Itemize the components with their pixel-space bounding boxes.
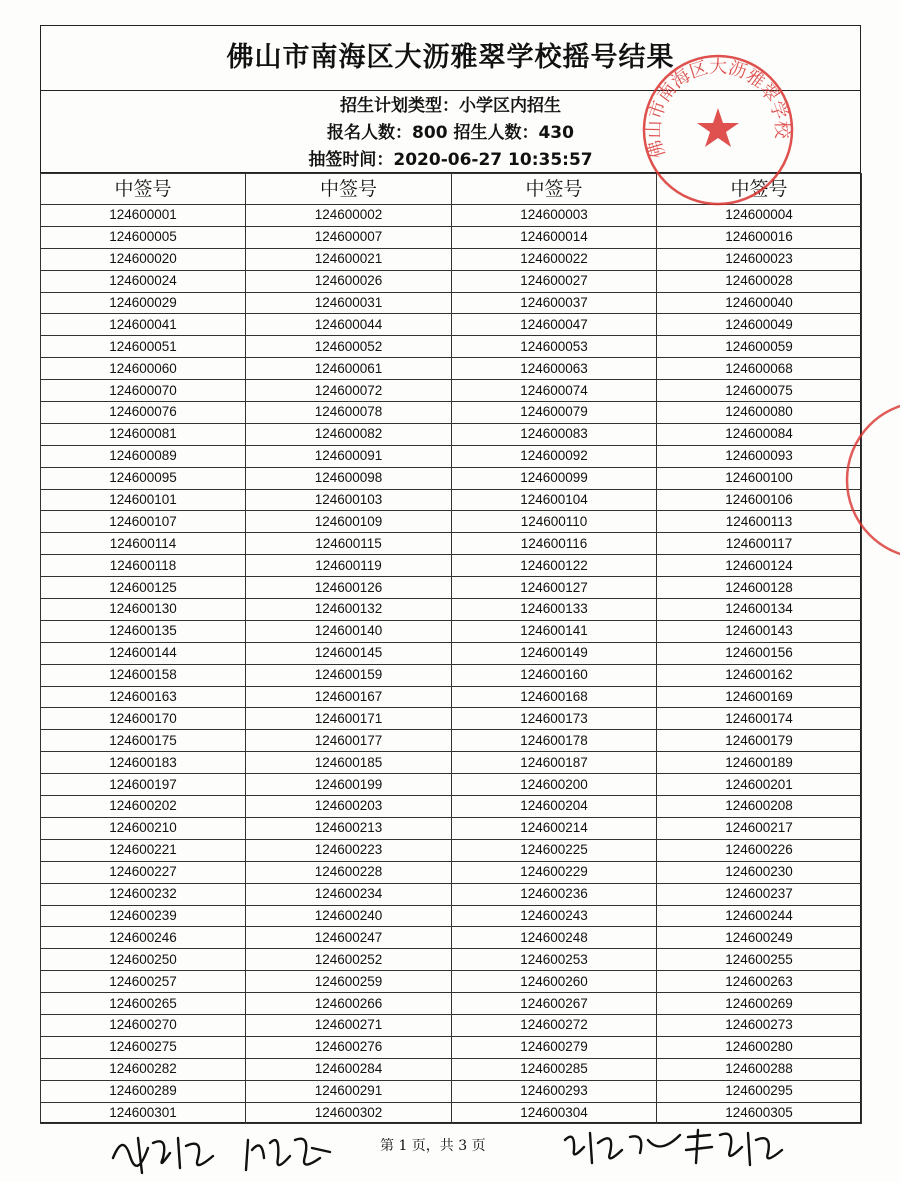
lottery-number-cell: 124600116 xyxy=(452,533,657,555)
lottery-number-cell: 124600024 xyxy=(41,270,246,292)
table-row xyxy=(41,883,862,905)
table-row xyxy=(41,270,862,292)
table-row xyxy=(41,730,862,752)
table-row xyxy=(41,1036,862,1058)
lottery-number-cell: 124600259 xyxy=(246,971,452,993)
lottery-number-cell: 124600140 xyxy=(246,620,452,642)
lottery-number-cell: 124600122 xyxy=(452,555,657,577)
lottery-number-cell: 124600228 xyxy=(246,861,452,883)
lottery-number-cell: 124600269 xyxy=(657,993,862,1015)
lottery-number-cell: 124600304 xyxy=(452,1102,657,1124)
lottery-number-cell: 124600007 xyxy=(246,226,452,248)
table-row xyxy=(41,380,862,402)
lottery-number-cell: 124600265 xyxy=(41,993,246,1015)
lottery-number-cell: 124600253 xyxy=(452,949,657,971)
column-header: 中签号 xyxy=(657,174,862,205)
table-row xyxy=(41,817,862,839)
lottery-number-cell: 124600282 xyxy=(41,1058,246,1080)
table-row xyxy=(41,489,862,511)
column-header: 中签号 xyxy=(452,174,657,205)
lottery-number-cell: 124600003 xyxy=(452,205,657,227)
table-row xyxy=(41,423,862,445)
lottery-number-cell: 124600174 xyxy=(657,708,862,730)
lottery-number-cell: 124600244 xyxy=(657,905,862,927)
column-header: 中签号 xyxy=(41,174,246,205)
draw-time: 抽签时间：2020-06-27 10:35:57 xyxy=(308,150,593,170)
table-row xyxy=(41,861,862,883)
table-row xyxy=(41,599,862,621)
table-row xyxy=(41,402,862,424)
lottery-number-cell: 124600002 xyxy=(246,205,452,227)
lottery-number-cell: 124600127 xyxy=(452,577,657,599)
lottery-number-cell: 124600115 xyxy=(246,533,452,555)
lottery-number-cell: 124600080 xyxy=(657,402,862,424)
lottery-number-cell: 124600027 xyxy=(452,270,657,292)
lottery-number-cell: 124600237 xyxy=(657,883,862,905)
lottery-number-cell: 124600083 xyxy=(452,423,657,445)
signature-3 xyxy=(560,1125,690,1170)
table-row xyxy=(41,358,862,380)
lottery-number-cell: 124600053 xyxy=(452,336,657,358)
lottery-number-cell: 124600052 xyxy=(246,336,452,358)
lottery-number-cell: 124600022 xyxy=(452,248,657,270)
lottery-number-cell: 124600183 xyxy=(41,752,246,774)
lottery-number-cell: 124600167 xyxy=(246,686,452,708)
lottery-number-cell: 124600179 xyxy=(657,730,862,752)
lottery-number-cell: 124600291 xyxy=(246,1080,452,1102)
table-row xyxy=(41,555,862,577)
lottery-number-cell: 124600275 xyxy=(41,1036,246,1058)
lottery-number-cell: 124600187 xyxy=(452,752,657,774)
table-row xyxy=(41,314,862,336)
lottery-number-cell: 124600232 xyxy=(41,883,246,905)
lottery-number-cell: 124600234 xyxy=(246,883,452,905)
lottery-number-cell: 124600284 xyxy=(246,1058,452,1080)
lottery-number-cell: 124600143 xyxy=(657,620,862,642)
lottery-number-cell: 124600023 xyxy=(657,248,862,270)
lottery-number-cell: 124600144 xyxy=(41,642,246,664)
lottery-number-cell: 124600047 xyxy=(452,314,657,336)
lottery-number-cell: 124600026 xyxy=(246,270,452,292)
lottery-number-cell: 124600239 xyxy=(41,905,246,927)
stamp-text: 佛山市南海区大沥雅翠学校 xyxy=(643,56,793,161)
lottery-number-cell: 124600276 xyxy=(246,1036,452,1058)
lottery-number-cell: 124600135 xyxy=(41,620,246,642)
lottery-number-cell: 124600095 xyxy=(41,467,246,489)
table-row xyxy=(41,905,862,927)
table-row xyxy=(41,642,862,664)
lottery-number-cell: 124600250 xyxy=(41,949,246,971)
lottery-number-cell: 124600107 xyxy=(41,511,246,533)
lottery-number-cell: 124600117 xyxy=(657,533,862,555)
lottery-number-cell: 124600158 xyxy=(41,664,246,686)
table-row xyxy=(41,248,862,270)
plan-type: 招生计划类型：小学区内招生 xyxy=(340,96,561,116)
lottery-number-cell: 124600134 xyxy=(657,599,862,621)
lottery-number-cell: 124600203 xyxy=(246,796,452,818)
lottery-number-cell: 124600021 xyxy=(246,248,452,270)
lottery-number-cell: 124600145 xyxy=(246,642,452,664)
official-seal-stamp xyxy=(638,50,798,210)
lottery-number-cell: 124600061 xyxy=(246,358,452,380)
table-row xyxy=(41,467,862,489)
lottery-number-cell: 124600214 xyxy=(452,817,657,839)
lottery-number-cell: 124600060 xyxy=(41,358,246,380)
lottery-number-cell: 124600106 xyxy=(657,489,862,511)
lottery-number-cell: 124600103 xyxy=(246,489,452,511)
lottery-number-cell: 124600044 xyxy=(246,314,452,336)
table-row xyxy=(41,445,862,467)
lottery-number-cell: 124600149 xyxy=(452,642,657,664)
table-row xyxy=(41,839,862,861)
lottery-number-cell: 124600132 xyxy=(246,599,452,621)
lottery-number-cell: 124600246 xyxy=(41,927,246,949)
lottery-number-cell: 124600204 xyxy=(452,796,657,818)
lottery-number-cell: 124600163 xyxy=(41,686,246,708)
lottery-number-cell: 124600028 xyxy=(657,270,862,292)
lottery-number-cell: 124600128 xyxy=(657,577,862,599)
table-row xyxy=(41,774,862,796)
lottery-number-cell: 124600125 xyxy=(41,577,246,599)
table-row xyxy=(41,752,862,774)
table-row xyxy=(41,1102,862,1124)
lottery-number-cell: 124600295 xyxy=(657,1080,862,1102)
lottery-number-cell: 124600001 xyxy=(41,205,246,227)
table-row xyxy=(41,971,862,993)
lottery-number-cell: 124600229 xyxy=(452,861,657,883)
table-row xyxy=(41,708,862,730)
lottery-number-cell: 124600072 xyxy=(246,380,452,402)
lottery-number-cell: 124600260 xyxy=(452,971,657,993)
lottery-number-cell: 124600208 xyxy=(657,796,862,818)
lottery-number-cell: 124600271 xyxy=(246,1014,452,1036)
lottery-number-cell: 124600037 xyxy=(452,292,657,314)
lottery-number-cell: 124600004 xyxy=(657,205,862,227)
lottery-number-cell: 124600081 xyxy=(41,423,246,445)
lottery-number-cell: 124600098 xyxy=(246,467,452,489)
signature-2 xyxy=(240,1128,340,1178)
lottery-number-cell: 124600202 xyxy=(41,796,246,818)
table-row xyxy=(41,1080,862,1102)
table-row xyxy=(41,796,862,818)
table-row xyxy=(41,226,862,248)
lottery-number-cell: 124600101 xyxy=(41,489,246,511)
lottery-number-cell: 124600082 xyxy=(246,423,452,445)
lottery-number-cell: 124600173 xyxy=(452,708,657,730)
lottery-number-cell: 124600305 xyxy=(657,1102,862,1124)
lottery-number-cell: 124600267 xyxy=(452,993,657,1015)
lottery-number-cell: 124600113 xyxy=(657,511,862,533)
lottery-number-cell: 124600210 xyxy=(41,817,246,839)
lottery-number-cell: 124600289 xyxy=(41,1080,246,1102)
lottery-number-cell: 124600252 xyxy=(246,949,452,971)
page-number: 第 1 页，共 3 页 xyxy=(380,1138,486,1154)
lottery-number-cell: 124600248 xyxy=(452,927,657,949)
lottery-number-cell: 124600273 xyxy=(657,1014,862,1036)
lottery-number-cell: 124600093 xyxy=(657,445,862,467)
lottery-number-cell: 124600141 xyxy=(452,620,657,642)
lottery-number-cell: 124600114 xyxy=(41,533,246,555)
lottery-number-cell: 124600079 xyxy=(452,402,657,424)
table-row xyxy=(41,1014,862,1036)
lottery-number-cell: 124600257 xyxy=(41,971,246,993)
lottery-number-cell: 124600230 xyxy=(657,861,862,883)
lottery-number-cell: 124600168 xyxy=(452,686,657,708)
lottery-number-cell: 124600051 xyxy=(41,336,246,358)
results-table xyxy=(40,173,862,1124)
lottery-number-cell: 124600285 xyxy=(452,1058,657,1080)
table-row xyxy=(41,664,862,686)
lottery-number-cell: 124600020 xyxy=(41,248,246,270)
lottery-number-cell: 124600075 xyxy=(657,380,862,402)
lottery-number-cell: 124600099 xyxy=(452,467,657,489)
table-row xyxy=(41,686,862,708)
lottery-number-cell: 124600249 xyxy=(657,927,862,949)
table-row xyxy=(41,993,862,1015)
lottery-number-cell: 124600041 xyxy=(41,314,246,336)
lottery-number-cell: 124600070 xyxy=(41,380,246,402)
page-title: 佛山市南海区大沥雅翠学校摇号结果 xyxy=(40,25,861,91)
partial-seal-stamp xyxy=(830,395,900,575)
lottery-number-cell: 124600293 xyxy=(452,1080,657,1102)
signature-1 xyxy=(108,1128,228,1178)
lottery-number-cell: 124600221 xyxy=(41,839,246,861)
lottery-number-cell: 124600130 xyxy=(41,599,246,621)
lottery-number-cell: 124600031 xyxy=(246,292,452,314)
lottery-number-cell: 124600078 xyxy=(246,402,452,424)
lottery-number-cell: 124600279 xyxy=(452,1036,657,1058)
lottery-number-cell: 124600091 xyxy=(246,445,452,467)
table-row xyxy=(41,620,862,642)
lottery-number-cell: 124600213 xyxy=(246,817,452,839)
lottery-number-cell: 124600159 xyxy=(246,664,452,686)
lottery-number-cell: 124600247 xyxy=(246,927,452,949)
lottery-number-cell: 124600199 xyxy=(246,774,452,796)
lottery-number-cell: 124600110 xyxy=(452,511,657,533)
lottery-number-cell: 124600162 xyxy=(657,664,862,686)
lottery-number-cell: 124600014 xyxy=(452,226,657,248)
lottery-number-cell: 124600084 xyxy=(657,423,862,445)
lottery-number-cell: 124600005 xyxy=(41,226,246,248)
lottery-number-cell: 124600301 xyxy=(41,1102,246,1124)
table-row xyxy=(41,533,862,555)
column-header: 中签号 xyxy=(246,174,452,205)
table-row xyxy=(41,577,862,599)
table-row xyxy=(41,1058,862,1080)
lottery-number-cell: 124600175 xyxy=(41,730,246,752)
lottery-number-cell: 124600197 xyxy=(41,774,246,796)
lottery-number-cell: 124600288 xyxy=(657,1058,862,1080)
lottery-number-cell: 124600119 xyxy=(246,555,452,577)
lottery-number-cell: 124600201 xyxy=(657,774,862,796)
lottery-number-cell: 124600270 xyxy=(41,1014,246,1036)
lottery-number-cell: 124600068 xyxy=(657,358,862,380)
lottery-number-cell: 124600040 xyxy=(657,292,862,314)
lottery-number-cell: 124600049 xyxy=(657,314,862,336)
lottery-number-cell: 124600076 xyxy=(41,402,246,424)
lottery-number-cell: 124600160 xyxy=(452,664,657,686)
lottery-number-cell: 124600280 xyxy=(657,1036,862,1058)
lottery-number-cell: 124600118 xyxy=(41,555,246,577)
lottery-number-cell: 124600225 xyxy=(452,839,657,861)
lottery-number-cell: 124600170 xyxy=(41,708,246,730)
applicant-counts: 报名人数：800 招生人数：430 xyxy=(327,123,574,143)
lottery-number-cell: 124600223 xyxy=(246,839,452,861)
lottery-number-cell: 124600217 xyxy=(657,817,862,839)
lottery-number-cell: 124600074 xyxy=(452,380,657,402)
lottery-number-cell: 124600059 xyxy=(657,336,862,358)
lottery-number-cell: 124600124 xyxy=(657,555,862,577)
lottery-number-cell: 124600236 xyxy=(452,883,657,905)
lottery-number-cell: 124600100 xyxy=(657,467,862,489)
lottery-number-cell: 124600200 xyxy=(452,774,657,796)
table-row xyxy=(41,336,862,358)
lottery-number-cell: 124600266 xyxy=(246,993,452,1015)
lottery-number-cell: 124600189 xyxy=(657,752,862,774)
lottery-number-cell: 124600109 xyxy=(246,511,452,533)
lottery-number-cell: 124600177 xyxy=(246,730,452,752)
signature-4 xyxy=(680,1125,790,1170)
lottery-number-cell: 124600227 xyxy=(41,861,246,883)
lottery-number-cell: 124600063 xyxy=(452,358,657,380)
lottery-number-cell: 124600185 xyxy=(246,752,452,774)
table-row xyxy=(41,511,862,533)
lottery-number-cell: 124600089 xyxy=(41,445,246,467)
lottery-number-cell: 124600156 xyxy=(657,642,862,664)
lottery-number-cell: 124600240 xyxy=(246,905,452,927)
lottery-number-cell: 124600255 xyxy=(657,949,862,971)
lottery-number-cell: 124600178 xyxy=(452,730,657,752)
lottery-number-cell: 124600133 xyxy=(452,599,657,621)
lottery-number-cell: 124600263 xyxy=(657,971,862,993)
table-row xyxy=(41,949,862,971)
table-row xyxy=(41,927,862,949)
lottery-number-cell: 124600169 xyxy=(657,686,862,708)
lottery-number-cell: 124600104 xyxy=(452,489,657,511)
lottery-number-cell: 124600243 xyxy=(452,905,657,927)
lottery-number-cell: 124600302 xyxy=(246,1102,452,1124)
lottery-number-cell: 124600171 xyxy=(246,708,452,730)
lottery-number-cell: 124600272 xyxy=(452,1014,657,1036)
table-row xyxy=(41,292,862,314)
lottery-number-cell: 124600126 xyxy=(246,577,452,599)
lottery-number-cell: 124600226 xyxy=(657,839,862,861)
lottery-number-cell: 124600092 xyxy=(452,445,657,467)
lottery-number-cell: 124600016 xyxy=(657,226,862,248)
lottery-number-cell: 124600029 xyxy=(41,292,246,314)
